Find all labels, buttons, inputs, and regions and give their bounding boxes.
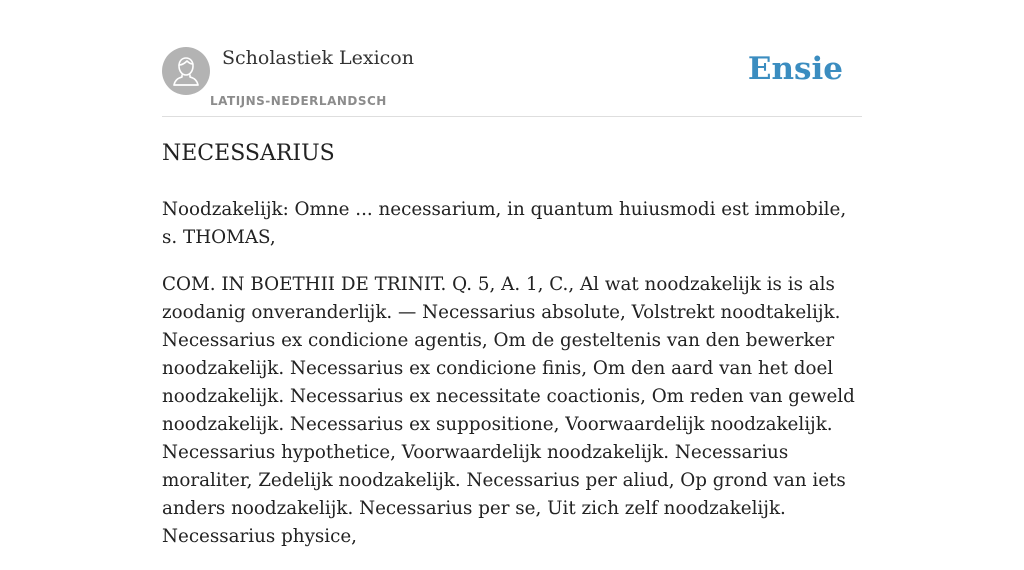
entry-paragraph: Noodzakelijk: Omne ... necessarium, in quantum huiusmodi est immobile, s. THOMAS, (162, 199, 847, 248)
entry-content (162, 137, 864, 570)
source-subtitle: LATIJNS-NEDERLANDSCH (210, 94, 387, 108)
source-title-link[interactable]: Scholastiek Lexicon (222, 47, 414, 69)
source-header (162, 46, 862, 117)
avatar[interactable] (162, 47, 210, 95)
ensie-logo[interactable]: Ensie (747, 51, 843, 87)
entry-title: NECESSARIUS (162, 141, 335, 166)
user-silhouette-icon (162, 47, 210, 95)
entry-paragraph: COM. IN BOETHII DE TRINIT. Q. 5, A. 1, C., Al wat noodzakelijk is is als zoodanig onveranderlijk. — Necessarius absolute, Volstrekt noodtakelijk. Necessarius ex condicione agentis, Om de gesteltenis van den bewerker noodzakelijk. Necessarius ex condicione finis, Om den aard van het doel noodzakelijk. Necessarius ex necessitate coactionis, Om reden van geweld noodzakelijk. Necessarius ex suppositione, Voorwaardelijk noodzakelijk. Necessarius hypothetice, Voorwaardelijk noodzakelijk. Necessarius moraliter, Zedelijk noodzakelijk. Necessarius per aliud, Op grond van iets anders noodzakelijk. Necessarius per se, Uit zich zelf noodzakelijk. Necessarius physice, (162, 274, 855, 547)
